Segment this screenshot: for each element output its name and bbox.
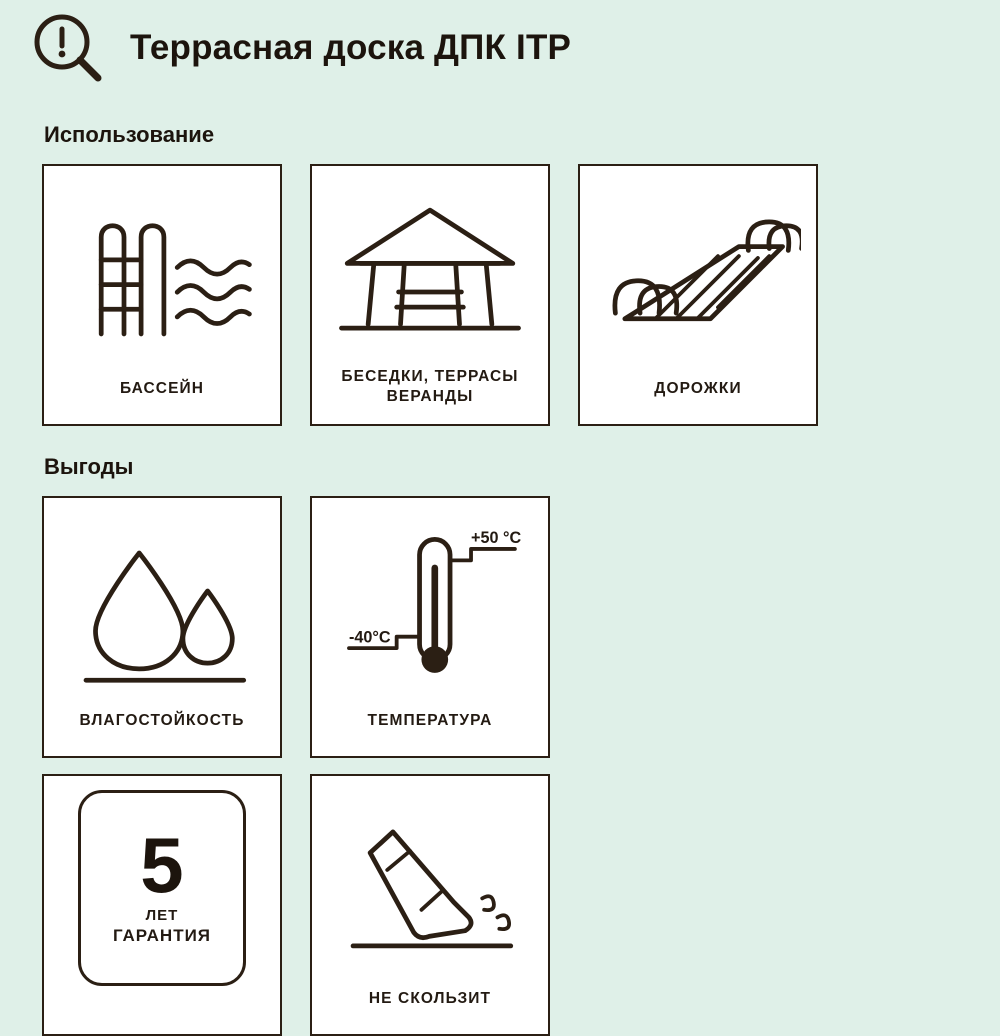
benefits-card-row-1	[42, 496, 1000, 758]
exclamation-magnifier-icon	[26, 12, 108, 84]
card-caption: ВЛАГОСТОЙКОСТЬ	[79, 711, 245, 729]
card-pathway	[578, 164, 818, 426]
water-drops-icon	[44, 498, 280, 711]
card-caption	[312, 367, 548, 424]
card-temperature	[310, 496, 550, 758]
card-anti-slip	[310, 774, 550, 1036]
anti-slip-boot-icon	[312, 776, 548, 989]
guarantee-years-label: ЛЕТ	[145, 906, 179, 924]
usage-card-row	[42, 164, 1000, 426]
pathway-icon	[580, 166, 816, 379]
page-title: Террасная доска ДПК ITP	[130, 28, 572, 67]
caption-line-2: ВЕРАНДЫ	[386, 387, 474, 405]
card-caption: НЕ СКОЛЬЗИТ	[368, 989, 492, 1007]
card-moisture	[42, 496, 282, 758]
card-guarantee	[42, 774, 282, 1036]
thermometer-icon	[312, 498, 548, 711]
section-label-usage: Использование	[44, 122, 215, 147]
temp-low-label: -40°C	[348, 628, 391, 647]
card-caption: ДОРОЖКИ	[654, 379, 742, 397]
guarantee-badge-icon	[78, 790, 246, 986]
pool-ladder-waves-icon	[44, 166, 280, 379]
temp-high-label: +50 °C	[470, 529, 521, 548]
card-pool	[42, 164, 282, 426]
section-label-benefits: Выгоды	[44, 454, 134, 479]
card-gazebo	[310, 164, 550, 426]
guarantee-word-label: ГАРАНТИЯ	[112, 925, 212, 945]
guarantee-number: 5	[140, 821, 184, 910]
card-caption: ТЕМПЕРАТУРА	[367, 711, 493, 729]
benefits-card-row-2	[42, 774, 1000, 1036]
header	[0, 0, 1000, 84]
card-caption: БАССЕЙН	[119, 379, 205, 397]
gazebo-icon	[312, 166, 548, 367]
caption-line-1: БЕСЕДКИ, ТЕРРАСЫ	[341, 368, 519, 386]
